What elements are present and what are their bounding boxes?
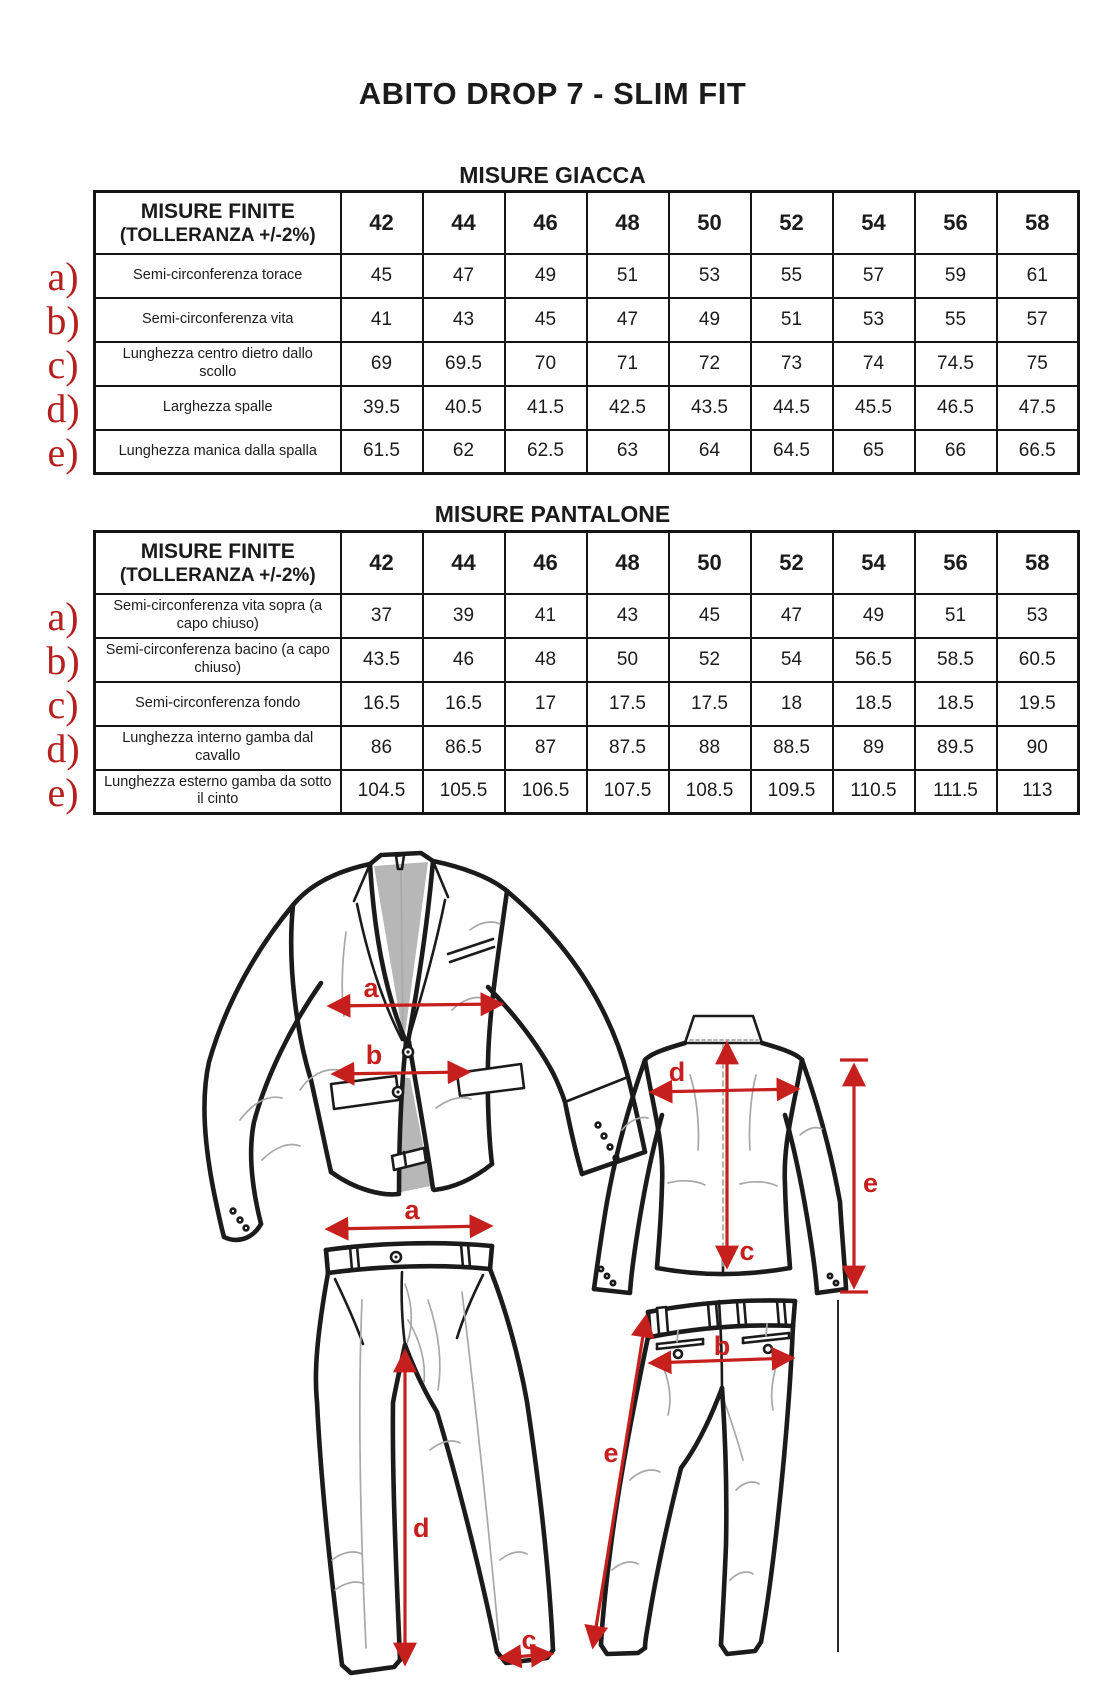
jacket-table-heading: MISURE GIACCA — [459, 162, 646, 188]
value-cell: 57 — [997, 298, 1079, 342]
size-header-cell: 52 — [751, 532, 833, 594]
trousers-back-outseam-arrow — [593, 1317, 646, 1646]
value-cell: 37 — [341, 594, 423, 638]
size-header-cell: 44 — [423, 192, 505, 254]
value-cell: 47.5 — [997, 386, 1079, 430]
value-cell: 41 — [505, 594, 587, 638]
value-cell: 53 — [833, 298, 915, 342]
row-letter: b) — [46, 638, 80, 683]
value-cell: 88.5 — [751, 726, 833, 770]
value-cell: 43 — [587, 594, 669, 638]
jacket-chest-label: a — [363, 973, 379, 1003]
table-row — [95, 682, 1079, 726]
row-label-cell: Semi-circonferenza vita — [95, 298, 341, 342]
page-title: ABITO DROP 7 - SLIM FIT — [358, 76, 747, 111]
value-cell: 51 — [587, 254, 669, 298]
trousers-outseam-label: e — [603, 1438, 619, 1468]
trousers-hem-label: c — [521, 1625, 537, 1655]
row-letter: c) — [47, 682, 79, 727]
jacket-row-letter-column — [33, 190, 93, 475]
jacket-size-table — [33, 190, 1080, 475]
value-cell: 74.5 — [915, 342, 997, 386]
value-cell: 49 — [833, 594, 915, 638]
trousers-size-table — [33, 530, 1080, 815]
size-header-cell: 48 — [587, 192, 669, 254]
value-cell: 16.5 — [341, 682, 423, 726]
trousers-waist-label: a — [404, 1195, 420, 1225]
value-cell: 60.5 — [997, 638, 1079, 682]
jacket-shoulder-label: d — [668, 1057, 686, 1087]
value-cell: 43.5 — [669, 386, 751, 430]
size-header-cell: 48 — [587, 532, 669, 594]
row-label-cell: Lunghezza interno gamba dal cavallo — [95, 726, 341, 770]
trousers-inseam-label: d — [413, 1513, 430, 1543]
size-header-cell: 46 — [505, 532, 587, 594]
value-cell: 43 — [423, 298, 505, 342]
value-cell: 106.5 — [505, 770, 587, 814]
value-cell: 18.5 — [915, 682, 997, 726]
value-cell: 90 — [997, 726, 1079, 770]
value-cell: 55 — [751, 254, 833, 298]
value-cell: 51 — [915, 594, 997, 638]
row-label-cell: Larghezza spalle — [95, 386, 341, 430]
trousers-hip-label: b — [713, 1331, 731, 1361]
jacket-waist-label: b — [365, 1040, 383, 1070]
value-cell: 45 — [669, 594, 751, 638]
value-cell: 57 — [833, 254, 915, 298]
size-header-cell: 50 — [669, 192, 751, 254]
row-letter: c) — [47, 342, 79, 387]
table-row — [95, 594, 1079, 638]
row-label-cell: Semi-circonferenza vita sopra (a capo chiuso) — [95, 594, 341, 638]
jacket-front-drawing — [204, 853, 645, 1240]
value-cell: 111.5 — [915, 770, 997, 814]
value-cell: 49 — [505, 254, 587, 298]
row-label-cell: Semi-circonferenza fondo — [95, 682, 341, 726]
value-cell: 73 — [751, 342, 833, 386]
row-label-cell: Lunghezza esterno gamba da sotto il cinto — [95, 770, 341, 814]
value-cell: 63 — [587, 430, 669, 474]
value-cell: 107.5 — [587, 770, 669, 814]
value-cell: 39 — [423, 594, 505, 638]
value-cell: 56.5 — [833, 638, 915, 682]
value-cell: 53 — [997, 594, 1079, 638]
jacket-front-waist-arrow — [334, 1040, 468, 1074]
value-cell: 61.5 — [341, 430, 423, 474]
value-cell: 18 — [751, 682, 833, 726]
value-cell: 66 — [915, 430, 997, 474]
value-cell: 55 — [915, 298, 997, 342]
value-cell: 17.5 — [587, 682, 669, 726]
jacket-back-shoulder-arrow — [652, 1057, 797, 1092]
value-cell: 86 — [341, 726, 423, 770]
value-cell: 59 — [915, 254, 997, 298]
table-row — [95, 770, 1079, 814]
value-cell: 49 — [669, 298, 751, 342]
value-cell: 17 — [505, 682, 587, 726]
table-row — [95, 638, 1079, 682]
value-cell: 65 — [833, 430, 915, 474]
value-cell: 61 — [997, 254, 1079, 298]
value-cell: 88 — [669, 726, 751, 770]
table-row — [95, 386, 1079, 430]
table-row — [95, 342, 1079, 386]
value-cell: 72 — [669, 342, 751, 386]
value-cell: 71 — [587, 342, 669, 386]
value-cell: 89.5 — [915, 726, 997, 770]
size-header-cell: 58 — [997, 192, 1079, 254]
value-cell: 53 — [669, 254, 751, 298]
value-cell: 46.5 — [915, 386, 997, 430]
value-cell: 69 — [341, 342, 423, 386]
size-header-cell: 56 — [915, 532, 997, 594]
value-cell: 46 — [423, 638, 505, 682]
value-cell: 19.5 — [997, 682, 1079, 726]
table-row — [95, 298, 1079, 342]
value-cell: 41.5 — [505, 386, 587, 430]
value-cell: 105.5 — [423, 770, 505, 814]
value-cell: 64.5 — [751, 430, 833, 474]
jacket-back-length-arrow — [727, 1044, 755, 1266]
table-row — [95, 430, 1079, 474]
value-cell: 104.5 — [341, 770, 423, 814]
table-corner-header: MISURE FINITE (TOLLERANZA +/-2%) — [95, 192, 341, 254]
table-row — [95, 254, 1079, 298]
size-header-cell: 56 — [915, 192, 997, 254]
value-cell: 42.5 — [587, 386, 669, 430]
size-header-cell: 50 — [669, 532, 751, 594]
value-cell: 16.5 — [423, 682, 505, 726]
value-cell: 17.5 — [669, 682, 751, 726]
value-cell: 58.5 — [915, 638, 997, 682]
trousers-measurements-table — [93, 530, 1080, 815]
value-cell: 45.5 — [833, 386, 915, 430]
value-cell: 47 — [751, 594, 833, 638]
row-letter: a) — [47, 594, 79, 639]
row-label-cell: Lunghezza manica dalla spalla — [95, 430, 341, 474]
row-letter: e) — [47, 770, 79, 815]
size-header-cell: 42 — [341, 532, 423, 594]
size-header-cell: 58 — [997, 532, 1079, 594]
size-header-cell: 52 — [751, 192, 833, 254]
value-cell: 87.5 — [587, 726, 669, 770]
value-cell: 52 — [669, 638, 751, 682]
size-header-cell: 42 — [341, 192, 423, 254]
value-cell: 89 — [833, 726, 915, 770]
row-letter: e) — [47, 430, 79, 475]
jacket-back-length-label: c — [739, 1236, 755, 1266]
size-header-cell: 46 — [505, 192, 587, 254]
value-cell: 47 — [423, 254, 505, 298]
value-cell: 62.5 — [505, 430, 587, 474]
row-label-cell: Lunghezza centro dietro dallo scollo — [95, 342, 341, 386]
table-corner-header: MISURE FINITE (TOLLERANZA +/-2%) — [95, 532, 341, 594]
value-cell: 40.5 — [423, 386, 505, 430]
size-header-cell: 44 — [423, 532, 505, 594]
value-cell: 113 — [997, 770, 1079, 814]
row-label-cell: Semi-circonferenza torace — [95, 254, 341, 298]
value-cell: 74 — [833, 342, 915, 386]
trousers-table-heading: MISURE PANTALONE — [434, 501, 671, 527]
value-cell: 110.5 — [833, 770, 915, 814]
trousers-front-waist-arrow — [328, 1195, 490, 1229]
row-label-cell: Semi-circonferenza bacino (a capo chiuso) — [95, 638, 341, 682]
value-cell: 54 — [751, 638, 833, 682]
row-letter: a) — [47, 254, 79, 299]
value-cell: 109.5 — [751, 770, 833, 814]
row-letter: b) — [46, 298, 80, 343]
value-cell: 39.5 — [341, 386, 423, 430]
value-cell: 43.5 — [341, 638, 423, 682]
jacket-measurements-table — [93, 190, 1080, 475]
trousers-row-letter-column — [33, 530, 93, 815]
value-cell: 48 — [505, 638, 587, 682]
value-cell: 86.5 — [423, 726, 505, 770]
row-letter: d) — [46, 726, 80, 771]
trousers-front-inseam-arrow — [405, 1352, 430, 1663]
value-cell: 18.5 — [833, 682, 915, 726]
value-cell: 50 — [587, 638, 669, 682]
technical-drawings — [0, 830, 1105, 1700]
value-cell: 75 — [997, 342, 1079, 386]
size-header-cell: 54 — [833, 532, 915, 594]
value-cell: 45 — [505, 298, 587, 342]
value-cell: 69.5 — [423, 342, 505, 386]
table-row — [95, 726, 1079, 770]
value-cell: 66.5 — [997, 430, 1079, 474]
trousers-front-drawing — [316, 1243, 553, 1673]
value-cell: 51 — [751, 298, 833, 342]
value-cell: 70 — [505, 342, 587, 386]
value-cell: 47 — [587, 298, 669, 342]
size-header-cell: 54 — [833, 192, 915, 254]
value-cell: 44.5 — [751, 386, 833, 430]
value-cell: 87 — [505, 726, 587, 770]
jacket-sleeve-length-label: e — [863, 1168, 879, 1198]
value-cell: 108.5 — [669, 770, 751, 814]
value-cell: 64 — [669, 430, 751, 474]
value-cell: 41 — [341, 298, 423, 342]
row-letter: d) — [46, 386, 80, 431]
value-cell: 62 — [423, 430, 505, 474]
trousers-front-hem-arrow — [501, 1625, 551, 1658]
value-cell: 45 — [341, 254, 423, 298]
